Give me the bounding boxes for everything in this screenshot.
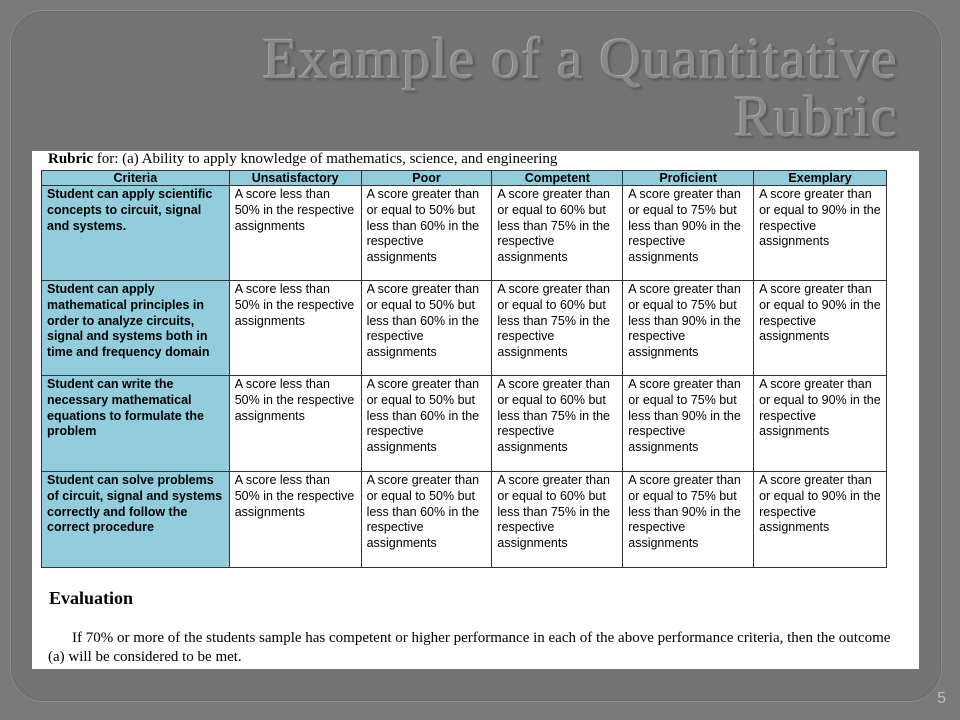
header-poor: Poor — [361, 171, 492, 186]
table-row — [42, 376, 887, 472]
header-unsatisfactory: Unsatisfactory — [229, 171, 361, 186]
table-cell: A score greater than or equal to 50% but less than 60% in the respective assignments — [361, 186, 492, 281]
table-cell: A score greater than or equal to 60% but less than 75% in the respective assignments — [492, 376, 623, 472]
table-cell: A score less than 50% in the respective assignments — [229, 281, 361, 376]
evaluation-heading: Evaluation — [49, 588, 134, 608]
rubric-label: Rubric — [48, 151, 93, 167]
table-cell: A score greater than or equal to 60% but less than 75% in the respective assignments — [492, 186, 623, 281]
rubric-heading — [48, 151, 557, 168]
table-cell: A score less than 50% in the respective assignments — [229, 376, 361, 472]
slide-title-line-1: Example of a Quantitative — [262, 26, 898, 91]
rubric-table — [41, 170, 887, 568]
rubric-for-text: for: (a) Ability to apply knowledge of mathematics, science, and engineering — [93, 151, 558, 167]
slide-title-line-2: Rubric — [734, 84, 898, 149]
table-cell: A score greater than or equal to 60% but less than 75% in the respective assignments — [492, 281, 623, 376]
table-cell: A score greater than or equal to 75% but less than 90% in the respective assignments — [623, 376, 754, 472]
table-cell: A score greater than or equal to 90% in the respective assignments — [754, 376, 887, 472]
header-criteria: Criteria — [42, 171, 230, 186]
table-row — [42, 472, 887, 568]
table-cell: A score less than 50% in the respective assignments — [229, 472, 361, 568]
table-cell: A score greater than or equal to 50% but less than 60% in the respective assignments — [361, 376, 492, 472]
table-cell: A score greater than or equal to 50% but less than 60% in the respective assignments — [361, 281, 492, 376]
page-number: 5 — [937, 690, 946, 707]
header-proficient: Proficient — [623, 171, 754, 186]
table-header-row — [42, 171, 887, 186]
table-cell: A score greater than or equal to 60% but less than 75% in the respective assignments — [492, 472, 623, 568]
criteria-cell: Student can solve problems of circuit, signal and systems correctly and follow the correct procedure — [42, 472, 230, 568]
header-competent: Competent — [492, 171, 623, 186]
table-cell: A score greater than or equal to 75% but less than 90% in the respective assignments — [623, 472, 754, 568]
evaluation-paragraph: If 70% or more of the students sample has competent or higher performance in each of the above performance criteria, then the outcome (a) will be considered to be met. — [48, 630, 891, 665]
table-row — [42, 186, 887, 281]
criteria-cell: Student can apply mathematical principles in order to analyze circuits, signal and systems both in time and frequency domain — [42, 281, 230, 376]
table-cell: A score greater than or equal to 75% but less than 90% in the respective assignments — [623, 186, 754, 281]
header-exemplary: Exemplary — [754, 171, 887, 186]
table-cell: A score greater than or equal to 75% but less than 90% in the respective assignments — [623, 281, 754, 376]
table-cell: A score greater than or equal to 90% in the respective assignments — [754, 472, 887, 568]
criteria-cell: Student can apply scientific concepts to circuit, signal and systems. — [42, 186, 230, 281]
table-cell: A score greater than or equal to 90% in the respective assignments — [754, 281, 887, 376]
table-row — [42, 281, 887, 376]
table-cell: A score greater than or equal to 90% in the respective assignments — [754, 186, 887, 281]
rubric-document-image — [32, 151, 919, 669]
criteria-cell: Student can write the necessary mathematical equations to formulate the problem — [42, 376, 230, 472]
table-cell: A score greater than or equal to 50% but less than 60% in the respective assignments — [361, 472, 492, 568]
slide-title — [138, 26, 898, 149]
table-cell: A score less than 50% in the respective assignments — [229, 186, 361, 281]
